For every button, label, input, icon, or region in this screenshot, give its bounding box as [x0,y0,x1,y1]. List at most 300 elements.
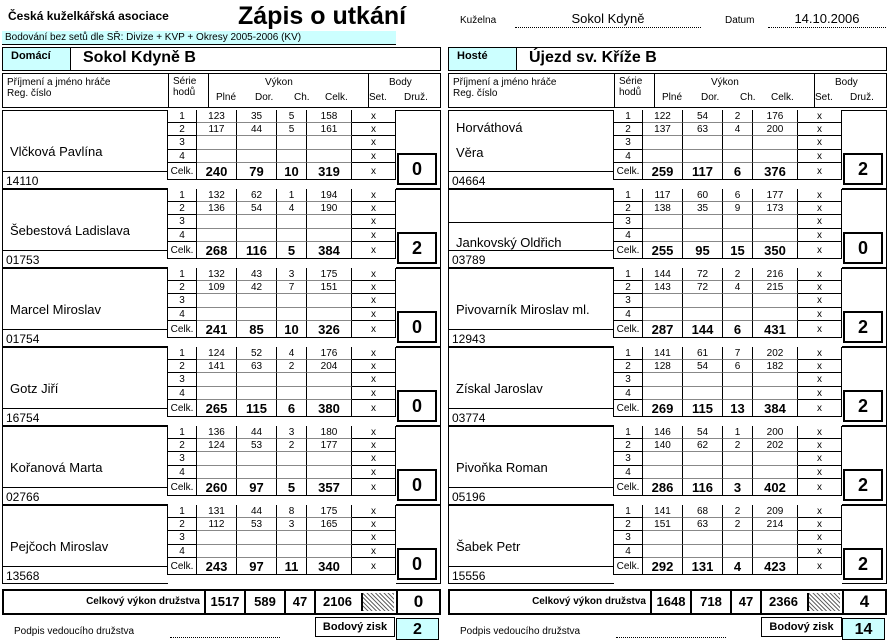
score-cell[interactable]: 116 [683,479,723,496]
score-cell[interactable]: 97 [237,558,277,575]
score-cell[interactable]: 431 [753,321,798,338]
set-mark: x [352,321,396,338]
score-cell[interactable]: 95 [683,242,723,259]
team-total-row [448,589,887,615]
score-cell[interactable]: 240 [197,163,237,180]
score-cell[interactable] [237,531,277,544]
score-cell[interactable] [643,215,683,228]
sign-line[interactable] [170,637,280,638]
score-cell[interactable]: 384 [307,242,352,259]
score-cell[interactable] [307,229,352,242]
score-cell[interactable]: 5 [277,123,307,136]
score-cell[interactable] [277,387,307,400]
team-total-value: 47 [730,591,760,613]
score-cell[interactable]: 3 [277,518,307,531]
score-cell[interactable]: 128 [643,360,683,373]
col-celk-label: Celk. [771,92,794,103]
score-cell[interactable]: 136 [197,426,237,439]
score-cell[interactable]: 4 [277,202,307,215]
name-reg-divider-bottom [449,487,614,488]
score-cell[interactable]: 269 [643,400,683,417]
score-cell[interactable] [753,387,798,400]
score-cell[interactable] [643,466,683,479]
score-cell[interactable] [277,308,307,321]
score-cell[interactable]: 2 [723,518,753,531]
score-cell[interactable]: 5 [277,242,307,259]
serie-number: 1 [613,347,643,360]
score-cell[interactable]: 8 [277,505,307,518]
score-cell[interactable] [643,229,683,242]
score-cell[interactable]: 202 [753,347,798,360]
score-cell[interactable]: 161 [307,123,352,136]
score-cell[interactable] [643,387,683,400]
column-divider [208,74,209,107]
score-cell[interactable]: 15 [723,242,753,259]
col-body-label: Body [389,77,412,88]
score-cell[interactable]: 97 [237,479,277,496]
score-cell[interactable]: 376 [753,163,798,180]
serie-number: 2 [167,439,197,452]
score-cell[interactable] [197,136,237,149]
set-mark: x [798,202,842,215]
score-cell[interactable]: 141 [643,347,683,360]
score-cell[interactable] [197,452,237,465]
score-cell[interactable]: 260 [197,479,237,496]
sign-label: Podpis vedoucího družstva [14,626,135,637]
score-cell[interactable] [277,229,307,242]
player-name: Marcel Miroslav [10,302,102,317]
score-cell[interactable] [753,545,798,558]
score-cell[interactable]: 286 [643,479,683,496]
score-cell[interactable]: 350 [753,242,798,259]
score-cell[interactable] [753,136,798,149]
score-cell[interactable]: 4 [723,123,753,136]
score-cell[interactable]: 340 [307,558,352,575]
score-cell[interactable]: 60 [683,189,723,202]
score-cell[interactable]: 35 [683,202,723,215]
score-cell[interactable]: 68 [683,505,723,518]
score-cell[interactable] [237,136,277,149]
score-cell[interactable] [237,452,277,465]
score-cell[interactable] [197,531,237,544]
score-cell[interactable] [307,387,352,400]
score-cell[interactable]: 243 [197,558,237,575]
score-cell[interactable]: 123 [197,110,237,123]
score-cell[interactable]: 177 [753,189,798,202]
score-cell[interactable]: 151 [307,281,352,294]
score-cell[interactable] [197,373,237,386]
score-cell[interactable]: 72 [683,268,723,281]
score-cell[interactable] [683,387,723,400]
score-cell[interactable] [277,452,307,465]
score-cell[interactable]: 423 [753,558,798,575]
score-cell[interactable]: 158 [307,110,352,123]
score-cell[interactable] [723,531,753,544]
score-cell[interactable] [277,215,307,228]
score-cell[interactable]: 137 [643,123,683,136]
score-cell[interactable]: 10 [277,163,307,180]
serie-number: Celk. [167,163,197,180]
score-cell[interactable] [237,229,277,242]
score-cell[interactable]: 6 [277,400,307,417]
score-cell[interactable]: 141 [197,360,237,373]
team-header [2,47,441,71]
score-cell[interactable] [723,150,753,163]
set-mark: x [352,505,396,518]
score-cell[interactable]: 109 [197,281,237,294]
score-cell[interactable]: 54 [683,110,723,123]
serie-number: 4 [613,150,643,163]
score-cell[interactable] [197,545,237,558]
venue-field[interactable]: Sokol Kdyně [515,10,701,28]
score-cell[interactable]: 53 [237,439,277,452]
score-cell[interactable]: 165 [307,518,352,531]
score-cell[interactable]: 124 [197,347,237,360]
score-cell[interactable]: 132 [197,189,237,202]
score-cell[interactable] [277,545,307,558]
score-cell[interactable]: 259 [643,163,683,180]
score-cell[interactable] [307,215,352,228]
score-cell[interactable] [723,387,753,400]
score-cell[interactable]: 2 [723,110,753,123]
score-cell[interactable] [643,308,683,321]
score-cell[interactable]: 9 [723,202,753,215]
score-cell[interactable]: 287 [643,321,683,338]
score-cell[interactable] [237,308,277,321]
score-cell[interactable] [307,136,352,149]
serie-number: Celk. [613,163,643,180]
score-cell[interactable]: 180 [307,426,352,439]
registration-number: 01754 [6,332,40,346]
score-cell[interactable] [197,150,237,163]
score-cell[interactable]: 2 [277,439,307,452]
score-cell[interactable]: 52 [237,347,277,360]
name-reg-divider [449,222,614,223]
score-cell[interactable]: 402 [753,479,798,496]
score-cell[interactable]: 10 [277,321,307,338]
score-cell[interactable]: 326 [307,321,352,338]
score-cell[interactable]: 268 [197,242,237,259]
score-cell[interactable]: 54 [683,426,723,439]
score-cell[interactable] [307,466,352,479]
score-cell[interactable] [307,150,352,163]
score-cell[interactable]: 116 [237,242,277,259]
score-cell[interactable] [753,229,798,242]
score-cell[interactable] [723,229,753,242]
score-cell[interactable]: 6 [723,321,753,338]
score-cell[interactable]: 5 [277,479,307,496]
score-cell[interactable]: 132 [197,268,237,281]
score-cell[interactable]: 124 [197,439,237,452]
score-cell[interactable] [277,531,307,544]
player-name-cell [2,110,168,189]
score-cell[interactable]: 85 [237,321,277,338]
score-cell[interactable]: 63 [683,518,723,531]
score-cell[interactable]: 143 [643,281,683,294]
serie-number: 2 [167,202,197,215]
score-cell[interactable] [277,373,307,386]
score-cell[interactable]: 63 [683,123,723,136]
score-cell[interactable]: 136 [197,202,237,215]
player-block [448,110,887,189]
score-cell[interactable] [753,452,798,465]
score-cell[interactable] [753,373,798,386]
score-cell[interactable]: 44 [237,426,277,439]
score-cell[interactable] [277,136,307,149]
serie-number: 1 [613,189,643,202]
date-label: Datum [725,15,755,26]
score-cell[interactable]: 44 [237,505,277,518]
score-cell[interactable]: 72 [683,281,723,294]
set-mark: x [352,518,396,531]
score-cell[interactable]: 177 [307,439,352,452]
score-cell[interactable]: 214 [753,518,798,531]
score-cell[interactable]: 13 [723,400,753,417]
sign-line[interactable] [616,637,726,638]
score-cell[interactable]: 4 [723,281,753,294]
score-cell[interactable]: 151 [643,518,683,531]
score-cell[interactable]: 144 [643,268,683,281]
score-cell[interactable] [683,229,723,242]
score-cell[interactable]: 3 [723,479,753,496]
serie-number: 3 [613,452,643,465]
score-cell[interactable] [643,545,683,558]
score-cell[interactable]: 112 [197,518,237,531]
score-cell[interactable]: 2 [723,268,753,281]
score-cell[interactable]: 7 [723,347,753,360]
score-cell[interactable]: 3 [277,426,307,439]
registration-number: 15556 [452,569,486,583]
score-cell[interactable] [753,150,798,163]
score-cell[interactable] [683,294,723,307]
score-cell[interactable] [277,150,307,163]
score-cell[interactable] [197,229,237,242]
score-cell[interactable] [683,136,723,149]
score-cell[interactable] [197,308,237,321]
score-cell[interactable]: 204 [307,360,352,373]
score-cell[interactable]: 146 [643,426,683,439]
set-mark: x [798,229,842,242]
score-cell[interactable] [237,215,277,228]
col-serie-label: Série [619,76,643,87]
name-reg-divider-bottom [3,487,168,488]
score-cell[interactable] [197,294,237,307]
player-name: Získal Jaroslav [456,381,543,396]
serie-number: 1 [613,268,643,281]
score-cell[interactable] [723,215,753,228]
col-ch-label: Ch. [294,92,310,103]
player-name-cell [2,347,168,426]
score-cell[interactable]: 1 [723,426,753,439]
score-cell[interactable] [307,308,352,321]
score-cell[interactable] [237,387,277,400]
score-cell[interactable]: 200 [753,426,798,439]
score-cell[interactable]: 1 [277,189,307,202]
score-cell[interactable] [683,215,723,228]
score-cell[interactable]: 138 [643,202,683,215]
score-cell[interactable] [643,452,683,465]
score-cell[interactable] [723,466,753,479]
score-cell[interactable]: 42 [237,281,277,294]
serie-number: 3 [613,373,643,386]
serie-number: 4 [613,308,643,321]
score-cell[interactable]: 5 [277,110,307,123]
player-name-line2: Věra [456,145,484,160]
score-cell[interactable] [643,294,683,307]
score-cell[interactable] [683,531,723,544]
team-points-box: 0 [397,390,437,422]
score-cell[interactable]: 140 [643,439,683,452]
score-cell[interactable]: 115 [237,400,277,417]
score-cell[interactable]: 3 [277,268,307,281]
score-cell[interactable]: 2 [277,360,307,373]
score-cell[interactable] [683,466,723,479]
score-cell[interactable]: 190 [307,202,352,215]
set-mark: x [798,439,842,452]
name-reg-divider-bottom [3,408,168,409]
player-name: Gotz Jiří [10,381,59,396]
player-block [2,426,441,505]
score-cell[interactable] [723,294,753,307]
score-cell[interactable]: 200 [753,123,798,136]
score-cell[interactable]: 44 [237,123,277,136]
score-cell[interactable] [307,373,352,386]
score-cell[interactable]: 380 [307,400,352,417]
score-cell[interactable] [643,150,683,163]
score-cell[interactable] [237,150,277,163]
registration-number: 01753 [6,253,40,267]
score-cell[interactable]: 79 [237,163,277,180]
score-cell[interactable] [643,136,683,149]
score-cell[interactable]: 53 [237,518,277,531]
score-cell[interactable] [683,373,723,386]
set-mark: x [798,505,842,518]
score-cell[interactable]: 4 [277,347,307,360]
team-points-box: 2 [397,232,437,264]
score-cell[interactable]: 62 [237,189,277,202]
score-cell[interactable] [197,215,237,228]
score-cell[interactable] [683,308,723,321]
score-cell[interactable]: 216 [753,268,798,281]
score-cell[interactable]: 175 [307,505,352,518]
score-cell[interactable]: 182 [753,360,798,373]
set-mark: x [798,479,842,496]
set-mark: x [798,281,842,294]
score-cell[interactable] [277,466,307,479]
score-cell[interactable] [237,545,277,558]
score-cell[interactable]: 176 [753,110,798,123]
score-cell[interactable]: 241 [197,321,237,338]
score-cell[interactable] [753,215,798,228]
score-cell[interactable]: 131 [683,558,723,575]
score-cell[interactable]: 6 [723,189,753,202]
score-cell[interactable]: 384 [753,400,798,417]
score-cell[interactable]: 131 [197,505,237,518]
score-cell[interactable] [643,531,683,544]
score-cell[interactable]: 117 [643,189,683,202]
serie-number: 4 [167,387,197,400]
score-cell[interactable]: 194 [307,189,352,202]
score-cell[interactable]: 292 [643,558,683,575]
serie-number: 1 [167,505,197,518]
score-cell[interactable] [683,452,723,465]
score-cell[interactable] [753,531,798,544]
score-cell[interactable]: 265 [197,400,237,417]
serie-number: 3 [167,294,197,307]
score-cell[interactable]: 357 [307,479,352,496]
score-cell[interactable]: 215 [753,281,798,294]
set-mark: x [798,136,842,149]
score-cell[interactable]: 202 [753,439,798,452]
score-cell[interactable]: 115 [683,400,723,417]
score-cell[interactable] [753,294,798,307]
score-cell[interactable]: 4 [723,558,753,575]
score-cell[interactable] [723,308,753,321]
score-cell[interactable] [197,387,237,400]
score-cell[interactable] [723,545,753,558]
score-cell[interactable]: 144 [683,321,723,338]
score-cell[interactable]: 7 [277,281,307,294]
score-cell[interactable]: 43 [237,268,277,281]
set-mark: x [798,150,842,163]
score-cell[interactable] [723,373,753,386]
score-cell[interactable] [307,545,352,558]
score-cell[interactable]: 173 [753,202,798,215]
team-name: Sokol Kdyně B [83,49,196,66]
score-cell[interactable]: 209 [753,505,798,518]
score-cell[interactable]: 2 [723,439,753,452]
score-cell[interactable] [723,136,753,149]
score-cell[interactable]: 54 [683,360,723,373]
score-cell[interactable]: 2 [723,505,753,518]
score-cell[interactable]: 54 [237,202,277,215]
score-cell[interactable]: 61 [683,347,723,360]
score-cell[interactable] [753,308,798,321]
team-role-label: Domácí [3,48,71,70]
score-cell[interactable]: 62 [683,439,723,452]
score-cell[interactable]: 11 [277,558,307,575]
date-field[interactable]: 14.10.2006 [768,10,886,28]
score-cell[interactable] [643,373,683,386]
score-cell[interactable]: 117 [197,123,237,136]
score-cell[interactable]: 63 [237,360,277,373]
score-cell[interactable]: 117 [683,163,723,180]
score-cell[interactable]: 122 [643,110,683,123]
score-cell[interactable] [197,466,237,479]
score-cell[interactable] [237,373,277,386]
score-cell[interactable]: 6 [723,360,753,373]
score-cell[interactable]: 176 [307,347,352,360]
score-cell[interactable] [237,294,277,307]
score-cell[interactable] [723,452,753,465]
score-cell[interactable] [683,150,723,163]
set-mark: x [798,531,842,544]
score-cell[interactable]: 35 [237,110,277,123]
score-cell[interactable] [307,452,352,465]
score-cell[interactable]: 141 [643,505,683,518]
score-cell[interactable] [753,466,798,479]
score-cell[interactable]: 6 [723,163,753,180]
score-cell[interactable] [237,466,277,479]
score-cell[interactable] [307,531,352,544]
score-cell[interactable] [307,294,352,307]
set-mark: x [798,163,842,180]
score-cell[interactable]: 319 [307,163,352,180]
score-cell[interactable] [683,545,723,558]
score-cell[interactable]: 175 [307,268,352,281]
score-cell[interactable] [277,294,307,307]
score-cell[interactable]: 255 [643,242,683,259]
